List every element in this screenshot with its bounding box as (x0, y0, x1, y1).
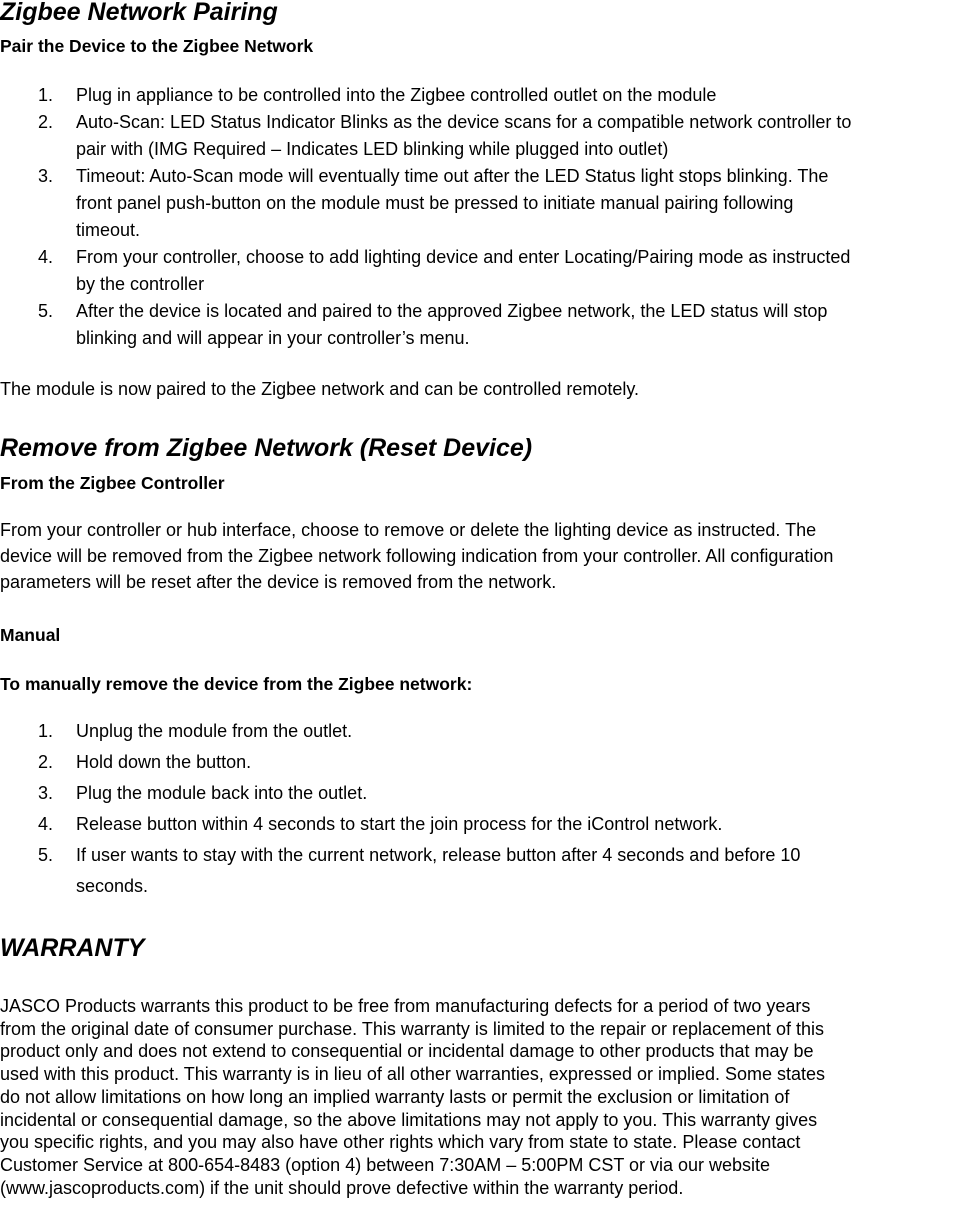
warranty-title: WARRANTY (0, 934, 145, 962)
paragraph-line: Customer Service at 800-654-8483 (option 4) between 7:30AM – 5:00PM CST or via our website (0, 1154, 771, 1175)
list-item-line: Plug in appliance to be controlled into the Zigbee controlled outlet on the module (76, 85, 717, 105)
list-item-number: 5. (38, 845, 54, 865)
list-item (0, 82, 851, 109)
list-item (0, 747, 800, 778)
manual-steps-list (0, 716, 800, 902)
list-item-line: Plug the module back into the outlet. (76, 783, 368, 803)
list-item-line: Timeout: Auto-Scan mode will eventually time out after the LED Status light stops blinking. The (76, 166, 829, 186)
list-item-line: If user wants to stay with the current network, release button after 4 seconds and before 10 (76, 845, 801, 865)
list-item-number: 3. (38, 166, 54, 186)
list-item-number: 2. (38, 752, 54, 772)
paragraph-line: parameters will be reset after the device is removed from the network. (0, 572, 557, 592)
paragraph-line: product only and does not extend to consequential or incidental damage to other products that may be (0, 1041, 814, 1062)
paragraph-line: used with this product. This warranty is in lieu of all other warranties, expressed or implied. Some states (0, 1064, 826, 1085)
list-item (0, 778, 800, 809)
list-item (0, 298, 851, 352)
list-item (0, 840, 800, 902)
list-item-number: 2. (38, 112, 54, 132)
controller-heading: From the Zigbee Controller (0, 473, 225, 493)
list-item-line: After the device is located and paired to the approved Zigbee network, the LED status will stop (76, 301, 828, 321)
list-item-number: 1. (38, 721, 54, 741)
list-item-line: Hold down the button. (76, 752, 252, 772)
pairing-title: Zigbee Network Pairing (0, 0, 278, 26)
controller-paragraph (0, 517, 833, 595)
list-item-line: From your controller, choose to add lighting device and enter Locating/Pairing mode as instructed (76, 247, 851, 267)
list-item-line: timeout. (76, 220, 141, 240)
manual-subheading: To manually remove the device from the Zigbee network: (0, 674, 473, 694)
paragraph-line: do not allow limitations on how long an implied warranty lasts or permit the exclusion or limitation of (0, 1086, 790, 1107)
pairing-steps-list (0, 82, 851, 352)
list-item-line: Release button within 4 seconds to start the join process for the iControl network. (76, 814, 723, 834)
warranty-paragraph (0, 995, 825, 1199)
list-item (0, 244, 851, 298)
list-item-number: 5. (38, 301, 54, 321)
list-item-line: seconds. (76, 876, 149, 896)
list-item-line: Auto-Scan: LED Status Indicator Blinks as the device scans for a compatible network controller to (76, 112, 852, 132)
list-item-number: 4. (38, 247, 54, 267)
list-item (0, 809, 800, 840)
paragraph-line: (www.jascoproducts.com) if the unit should prove defective within the warranty period. (0, 1177, 684, 1198)
list-item-line: pair with (IMG Required – Indicates LED blinking while plugged into outlet) (76, 139, 669, 159)
paragraph-line: device will be removed from the Zigbee network following indication from your controller. All configuration (0, 546, 834, 566)
paragraph-line: JASCO Products warrants this product to be free from manufacturing defects for a period of two years (0, 996, 811, 1016)
list-item-number: 4. (38, 814, 54, 834)
list-item (0, 109, 851, 163)
list-item (0, 716, 800, 747)
list-item-line: front panel push-button on the module must be pressed to initiate manual pairing following (76, 193, 794, 213)
paragraph-line: you specific rights, and you may also have other rights which vary from state to state. Please contact (0, 1132, 801, 1153)
manual-heading: Manual (0, 625, 61, 645)
pairing-subtitle: Pair the Device to the Zigbee Network (0, 36, 314, 56)
list-item-number: 1. (38, 85, 54, 105)
paragraph-line: From your controller or hub interface, choose to remove or delete the lighting device as instructed. The (0, 520, 817, 540)
list-item-number: 3. (38, 783, 54, 803)
list-item (0, 163, 851, 244)
list-item-line: Unplug the module from the outlet. (76, 721, 353, 741)
paragraph-line: from the original date of consumer purchase. This warranty is limited to the repair or replacement of this (0, 1018, 825, 1039)
list-item-line: blinking and will appear in your controller’s menu. (76, 328, 470, 348)
paragraph-line: incidental or consequential damage, so the above limitations may not apply to you. This warranty gives (0, 1109, 818, 1130)
pairing-closing: The module is now paired to the Zigbee network and can be controlled remotely. (0, 379, 640, 399)
list-item-line: by the controller (76, 274, 205, 294)
remove-title: Remove from Zigbee Network (Reset Device) (0, 434, 533, 462)
